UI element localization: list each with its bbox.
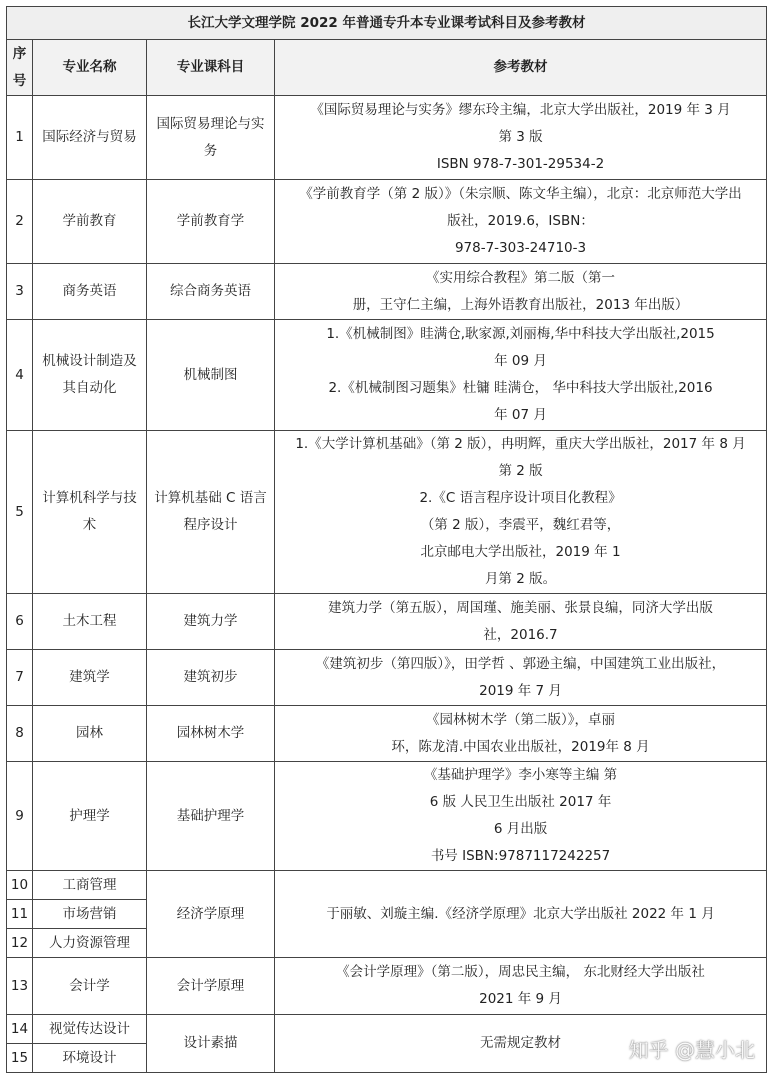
row-seq: 15 [7, 1044, 33, 1073]
header-subject: 专业课科目 [147, 40, 275, 96]
row-book: 《基础护理学》李小寒等主编 第 6 版 人民卫生出版社 2017 年 6 月出版 书号 ISBN:9787117242257 [275, 762, 767, 871]
row-seq: 8 [7, 706, 33, 762]
row-book: 《学前教育学（第 2 版）》（朱宗顺、陈文华主编），北京：北京师范大学出 版社，2019.6，ISBN： 978-7-303-24710-3 [275, 180, 767, 264]
table-row [7, 594, 767, 650]
row-subject: 学前教育学 [147, 180, 275, 264]
row-book: 《国际贸易理论与实务》缪东玲主编，北京大学出版社，2019 年 3 月 第 3 版 ISBN 978-7-301-29534-2 [275, 96, 767, 180]
row-seq: 6 [7, 594, 33, 650]
row-major: 市场营销 [33, 900, 147, 929]
row-major: 建筑学 [33, 650, 147, 706]
row-seq: 5 [7, 431, 33, 594]
row-book: 无需规定教材 [275, 1015, 767, 1073]
table-row [7, 958, 767, 1015]
header-seq [7, 40, 33, 96]
header-seq-label: 序 号 [12, 45, 27, 89]
row-book: 建筑力学（第五版），周国瑾、施美丽、张景良编，同济大学出版 社，2016.7 [275, 594, 767, 650]
row-seq: 11 [7, 900, 33, 929]
row-major: 机械设计制造及 其自动化 [33, 320, 147, 431]
row-seq: 4 [7, 320, 33, 431]
watermark: 知乎 @慧小北 [628, 1038, 755, 1062]
table-row [7, 871, 767, 900]
row-subject: 园林树木学 [147, 706, 275, 762]
row-subject: 建筑初步 [147, 650, 275, 706]
row-major: 国际经济与贸易 [33, 96, 147, 180]
row-major: 护理学 [33, 762, 147, 871]
table-row [7, 762, 767, 871]
table-body [7, 96, 767, 1073]
table-row [7, 264, 767, 320]
row-seq: 12 [7, 929, 33, 958]
row-major: 人力资源管理 [33, 929, 147, 958]
row-major: 会计学 [33, 958, 147, 1015]
row-subject: 国际贸易理论与实 务 [147, 96, 275, 180]
row-book: 1.《机械制图》眭满仓,耿家源,刘丽梅,华中科技大学出版社,2015 年 09 月 2.《机械制图习题集》杜镛 眭满仓， 华中科技大学出版社,2016 年 07 月 [275, 320, 767, 431]
row-major: 工商管理 [33, 871, 147, 900]
row-subject: 综合商务英语 [147, 264, 275, 320]
row-subject: 计算机基础 C 语言 程序设计 [147, 431, 275, 594]
row-subject: 机械制图 [147, 320, 275, 431]
row-subject: 设计素描 [147, 1015, 275, 1073]
row-seq: 2 [7, 180, 33, 264]
table-row [7, 650, 767, 706]
row-seq: 13 [7, 958, 33, 1015]
row-subject: 会计学原理 [147, 958, 275, 1015]
row-subject: 基础护理学 [147, 762, 275, 871]
table-row [7, 431, 767, 594]
row-book: 1.《大学计算机基础》（第 2 版），冉明辉，重庆大学出版社，2017 年 8 月 第 2 版 2.《C 语言程序设计项目化教程》 （第 2 版），李震平，魏红君等， 北京邮电大学出版社，2019 年 1 月第 2 版。 [275, 431, 767, 594]
table-row [7, 320, 767, 431]
row-book: 于丽敏、刘璇主编.《经济学原理》北京大学出版社 2022 年 1 月 [275, 871, 767, 958]
table-row [7, 706, 767, 762]
exam-subjects-table [6, 6, 767, 1073]
row-subject: 建筑力学 [147, 594, 275, 650]
table-row [7, 180, 767, 264]
row-book: 《建筑初步（第四版）》，田学哲 、郭逊主编，中国建筑工业出版社， 2019 年 7 月 [275, 650, 767, 706]
row-seq: 3 [7, 264, 33, 320]
row-seq: 7 [7, 650, 33, 706]
row-major: 园林 [33, 706, 147, 762]
row-subject: 经济学原理 [147, 871, 275, 958]
row-seq: 9 [7, 762, 33, 871]
row-major: 环境设计 [33, 1044, 147, 1073]
row-major: 视觉传达设计 [33, 1015, 147, 1044]
row-seq: 10 [7, 871, 33, 900]
row-major: 商务英语 [33, 264, 147, 320]
table-title: 长江大学文理学院 2022 年普通专升本专业课考试科目及参考教材 [7, 7, 767, 40]
row-book: 《会计学原理》（第二版），周忠民主编， 东北财经大学出版社 2021 年 9 月 [275, 958, 767, 1015]
row-major: 学前教育 [33, 180, 147, 264]
row-book: 《园林树木学（第二版）》，卓丽 环，陈龙清.中国农业出版社，2019年 8 月 [275, 706, 767, 762]
row-major: 计算机科学与技 术 [33, 431, 147, 594]
row-seq: 14 [7, 1015, 33, 1044]
header-book: 参考教材 [275, 40, 767, 96]
row-book: 《实用综合教程》第二版（第一 册，王守仁主编，上海外语教育出版社，2013 年出版） [275, 264, 767, 320]
header-major: 专业名称 [33, 40, 147, 96]
table-row [7, 96, 767, 180]
row-seq: 1 [7, 96, 33, 180]
row-major: 土木工程 [33, 594, 147, 650]
